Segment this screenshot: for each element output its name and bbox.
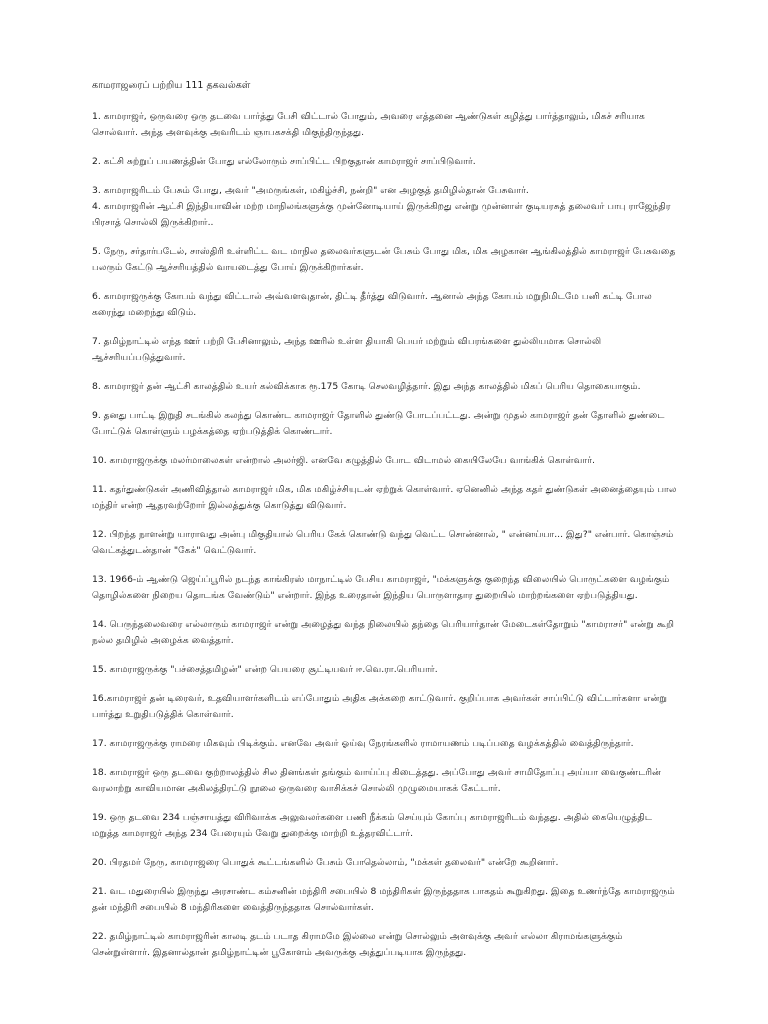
list-item-7: 7. தமிழ்நாட்டில் எந்த ஊர் பற்றி பேசினாலும், அந்த ஊரில் உள்ள தியாகி பெயர் மற்றும் விபரங்களை துல்லியமாக சொல்லி ஆச்சரியப்படுத்துவார். [92, 336, 602, 363]
list-item-5: 5. நேரு, சர்தார்படேல், சாஸ்திரி உள்ளிட்ட வட மாநில தலைவர்களுடன் பேசும் போது மிக, மிக அழகான ஆங்கிலத்தில் காமராஜர் பேசுவதை பலரும் கேட்டு ஆச்சரியத்தில் வாயடைத்து போய் இருக்கிறார்கள். [92, 246, 676, 273]
list-item-12: 12. பிறந்த நாளன்று யாராவது அன்பு மிகுதியால் பெரிய கேக் கொண்டு வந்து வெட்ட சொன்னால், " என்னய்யா... இது?" என்பார். கொஞ்சம் வெட்கத்துடன்தான் "கேக்" வெட்டுவார். [92, 529, 674, 556]
list-item-9: 9. தனது பாட்டி இறுதி சடங்கில் கலந்து கொண்ட காமராஜர் தோளில் துண்டு போடப்பட்டது. அன்று முதல் காமராஜர் தன் தோளில் துண்டை போட்டுக் கொள்ளும் பழக்கத்தை ஏற்படுத்திக் கொண்டார். [92, 410, 665, 437]
list-item-3: 3. காமராஜரிடம் பேசும் போது, அவர் "அமருங்கள், மகிழ்ச்சி, நன்றி" என அழகுத் தமிழில்தான் பேசுவார். [92, 185, 529, 196]
list-item-19: 19. ஒரு தடவை 234 பஞ்சாயத்து விரிவாக்க அலுவலர்களை பணி நீக்கம் செய்யும் கோப்பு காமராஜரிடம் வந்தது. அதில் கையெழுத்திட மறுத்த காமராஜர் அந்த 234 பேரையும் வேறு துறைக்கு மாற்றி உத்தரவிட்டார். [92, 812, 653, 839]
list-item-8: 8. காமராஜர் தன் ஆட்சி காலத்தில் உயர் கல்விக்காக ரூ.175 கோடி செலவழித்தார். இது அந்த காலத்தில் மிகப் பெரிய தொகையாகும். [92, 381, 641, 392]
list-item-22: 22. தமிழ்நாட்டில் காமராஜரின் காலடி தடம் படாத கிராமமே இல்லை என்று சொல்லும் அளவுக்கு அவர் எல்லா கிராமங்களுக்கும் சென்றுள்ளார். இதனால்தான் தமிழ்நாட்டின் பூகோளம் அவருக்கு அத்துப்படியாக இருந்தது. [92, 931, 623, 958]
document-title: காமராஜரைப் பற்றிய 111 தகவல்கள் [92, 80, 251, 91]
list-item-10: 10. காமராஜருக்கு மலர்மாலைகள் என்றால் அலர்ஜி. எனவே கழுத்தில் போட விடாமல் கையிலேயே வாங்கிக் கொள்வார். [92, 455, 595, 466]
list-item-4: 4. காமராஜரின் ஆட்சி இந்தியாவின் மற்ற மாநிலங்களுக்கு முன்னோடியாய் இருக்கிறது என்று முன்னாள் குடியரசுத் தலைவர் பாபு ராஜேந்திர பிரசாத் சொல்லி இருக்கிறார்.. [92, 201, 671, 228]
list-item-15: 15. காமராஜருக்கு "பச்சைத்தமிழன்" என்ற பெயரை சூட்டியவர் ஈ.வெ.ரா.பெரியார். [92, 664, 438, 675]
list-item-13: 13. 1966-ம் ஆண்டு ஜெய்ப்பூரில் நடந்த காங்கிரஸ் மாநாட்டில் பேசிய காமராஜர், "மக்களுக்கு குறைந்த விலையில் பொருட்களை வழங்கும் தொழில்களை நிறைய தொடங்க வேண்டும்" என்றார். இந்த உரைதான் இந்திய பொருளாதார துறையில் மாற்றங்களை ஏற்படுத்தியது. [92, 574, 670, 601]
list-item-2: 2. கட்சி சுற்றுப் பயணத்தின் போது எல்லோரும் சாப்பிட்ட பிறகுதான் காமராஜர் சாப்பிடுவார். [92, 156, 476, 167]
list-item-6: 6. காமராஜருக்கு கோபம் வந்து விட்டால் அவ்வளவுதான், திட்டி தீர்த்து விடுவார். ஆனால் அந்த கோபம் மறுநிமிடமே பனி கட்டி போல கரைந்து மறைந்து விடும். [92, 291, 652, 318]
list-item-11: 11. கதர்துண்டுகள் அணிவித்தால் காமராஜர் மிக, மிக மகிழ்ச்சியுடன் ஏற்றுக் கொள்வார். ஏனெனில் அந்த கதர் துண்டுகள் அனைத்தையும் பால மந்திர் என்ற ஆதரவற்றோர் இல்லத்துக்கு கொடுத்து விடுவார். [92, 484, 677, 511]
list-item-21: 21. வட மதுரையில் இருந்து அரசாண்ட கம்சனின் மந்திரி சபையில் 8 மந்திரிகள் இருந்ததாக பாகதம் கூறுகிறது. இதை உணர்ந்தே காமராஜரும் தன் மந்திரி சபையில் 8 மந்திரிகளை வைத்திருந்ததாக சொல்வார்கள். [92, 886, 675, 913]
list-item-16: 16.காமராஜர் தன் டிரைவர், உதவியாளர்களிடம் எப்போதும் அதிக அக்கறை காட்டுவார். குறிப்பாக அவர்கள் சாப்பிட்டு விட்டார்களா என்று பார்த்து உறுதிபடுத்திக் கொள்வார். [92, 693, 668, 720]
list-item-20: 20. பிரதமர் நேரு, காமராஜரை பொதுக் கூட்டங்களில் பேசும் போதெல்லாம், "மக்கள் தலைவர்" என்றே கூறினார். [92, 857, 559, 868]
list-item-14: 14. பெருந்தலைவரை எல்லாரும் காமராஜர் என்று அழைத்து வந்த நிலையில் தந்தை பெரியார்தான் மேடைகள்தோறும் "காமராசர்" என்று கூறி நல்ல தமிழில் அழைக்க வைத்தார். [92, 619, 675, 646]
list-item-18: 18. காமராஜர் ஒரு தடவை குற்றாலத்தில் சில தினங்கள் தங்கும் வாய்ப்பு கிடைத்தது. அப்போது அவர் சாமிதோப்பு அய்யா வைகுண்டரின் வரலாற்று காவியமான அகிலத்திரட்டு நூலை ஒருவரை வாசிக்கச் சொல்லி முழுமையாகக் கேட்டார். [92, 767, 662, 794]
document-body [92, 78, 682, 974]
list-item-1: 1. காமராஜர், ஒருவரை ஒரு தடவை பார்த்து பேசி விட்டால் போதும், அவரை எத்தனை ஆண்டுகள் கழித்து பார்த்தாலும், மிகச் சரியாக சொல்வார். அந்த அளவுக்கு அவரிடம் ஞாபகசக்தி மிகுந்திருந்தது. [92, 111, 645, 138]
list-item-17: 17. காமராஜருக்கு ராமரை மிகவும் பிடிக்கும். எனவே அவர் ஓய்வு நேரங்களில் ராமாயணம் படிப்பதை வழக்கத்தில் வைத்திருந்தார். [92, 738, 634, 749]
